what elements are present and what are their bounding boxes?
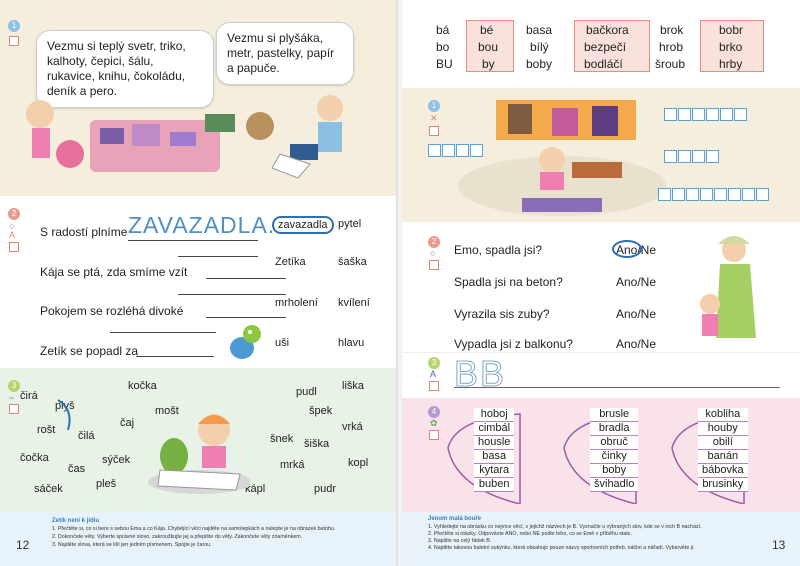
word[interactable]: sáček [34, 483, 63, 495]
word[interactable]: kopl [348, 457, 369, 469]
syllable: bo [436, 40, 450, 54]
checkbox[interactable] [9, 36, 19, 46]
tutu-word: kobliha [698, 408, 748, 422]
left-page [0, 0, 398, 566]
word-choice[interactable]: mrholení [275, 297, 318, 309]
word[interactable]: čirá [20, 390, 38, 402]
word[interactable]: pudl [296, 386, 317, 398]
checkbox[interactable] [9, 242, 19, 252]
zetik-illustration [226, 322, 266, 362]
leaf-icon: ✿ [430, 418, 438, 428]
answer-circle [612, 240, 642, 258]
question: Spadla jsi na beton? [454, 275, 563, 289]
exercise-badge: 3 [8, 380, 20, 392]
exercise-badge: 2 [428, 236, 440, 248]
footer-instruction: 1. Vyhledejte na obrázku co nejvíce věcí, v jejichž názvech je B. Vyznačte u vybraných slov, kde se v nich B nachází. [428, 524, 702, 530]
footer-title: Jenom malá bouře [428, 516, 482, 522]
tutu-word: basa [474, 450, 514, 464]
exercise-3-section [0, 368, 398, 512]
answer-line[interactable] [206, 317, 286, 318]
answer-line[interactable] [110, 332, 216, 333]
word-choice[interactable]: kvílení [338, 297, 370, 309]
circle-icon: ○ [430, 248, 436, 258]
footer-instruction: 2. Přečtěte si otázky. Odpovězte ANO, nebo NE podle toho, co se Emě v příběhu stalo. [428, 531, 632, 537]
left-footer [0, 512, 398, 566]
writing-line[interactable] [454, 387, 780, 388]
letter-cells[interactable] [658, 188, 770, 201]
letter-cells[interactable] [428, 144, 484, 157]
connecting-line [52, 396, 82, 432]
answer-choice[interactable]: Ano/Ne [616, 307, 657, 321]
word[interactable]: kočka [128, 380, 157, 392]
tutu-word: housle [474, 436, 514, 450]
cross-icon: ✕ [430, 113, 438, 123]
answer-choice[interactable]: Ano/Ne [616, 275, 657, 289]
exercise-badge: 3 [428, 357, 440, 369]
tutu-word: kytara [474, 464, 514, 478]
sentence-1: S radostí plníme [40, 225, 128, 239]
tutu-word: banán [698, 450, 748, 464]
answer-line[interactable] [178, 256, 258, 257]
word: bobr [719, 23, 744, 37]
tutu-word: činky [590, 450, 638, 464]
tutu-list-3[interactable] [698, 408, 748, 492]
footer-instruction: 3. Najděte slova, která se liší jen jedním písmenem. Spojte je čarou. [52, 542, 212, 548]
word[interactable]: mošt [155, 405, 179, 417]
word[interactable]: čaj [120, 417, 135, 429]
word: hrob [659, 40, 684, 54]
exercise-1-section [0, 0, 398, 196]
sentence-3: Pokojem se rozléhá divoké [40, 304, 184, 318]
footer-title: Zetík není k jídlu [52, 518, 100, 524]
word: bodláčí [584, 57, 623, 71]
right-page [402, 0, 800, 566]
page-number: 13 [772, 538, 786, 552]
word-choice[interactable]: uši [275, 337, 290, 349]
word[interactable]: špek [309, 405, 333, 417]
exercise-badge: 2 [8, 208, 20, 220]
tutu-word: hoboj [474, 408, 514, 422]
exercise-2-section [402, 222, 800, 352]
word[interactable]: sýček [102, 454, 131, 466]
word-choice[interactable]: hlavu [338, 337, 365, 349]
word[interactable]: kápl [245, 483, 266, 495]
circle-icon: ○ [9, 221, 15, 231]
exercise-badge: 1 [428, 100, 440, 112]
word[interactable]: vrká [342, 421, 363, 433]
tutu-list-1[interactable] [474, 408, 514, 492]
tutu-word: cimbál [474, 422, 514, 436]
word: brok [660, 23, 684, 37]
letter-cells[interactable] [664, 150, 720, 163]
syllable: bá [436, 23, 450, 37]
mother-and-ema-illustration [692, 234, 764, 350]
footer-instruction: 1. Přečtěte si, co si bere s sebou Ema a co Kája. Chybějící věci najděte na samolepkách a nalepte je na obrázek batohu. [52, 526, 336, 532]
word: bílý [530, 40, 549, 54]
packing-illustration [10, 84, 390, 196]
zetik-drawing-illustration [140, 404, 250, 496]
word: boby [526, 57, 553, 71]
exercise-1-section [402, 88, 800, 222]
sentence-2: Kája se ptá, zda smíme vzít [40, 265, 188, 279]
tutu-word: boby [590, 464, 638, 478]
tutu-word: houby [698, 422, 748, 436]
letter-a-icon: A [430, 369, 437, 379]
exercise-badge: 4 [428, 406, 440, 418]
letter-cells[interactable] [664, 108, 748, 121]
answer-line[interactable] [206, 278, 286, 279]
word[interactable]: šiška [304, 438, 330, 450]
page-number: 12 [16, 538, 30, 552]
word: brko [719, 40, 743, 54]
handwritten-answer: ZAVAZADLA. [128, 212, 276, 238]
exercise-badge: 1 [8, 20, 20, 32]
syllable: BU [436, 57, 453, 71]
word[interactable]: plyš [55, 400, 75, 412]
tutu-word: švihadlo [590, 478, 638, 492]
syllable: by [482, 57, 495, 71]
exercise-4-section [402, 398, 800, 512]
answer-line[interactable] [178, 294, 286, 295]
tutu-list-2[interactable] [590, 408, 638, 492]
tutu-word: bábovka [698, 464, 748, 478]
word[interactable]: čas [68, 463, 86, 475]
tutu-word: buben [474, 478, 514, 492]
tracing-letters[interactable]: BB [454, 353, 507, 394]
right-footer [402, 512, 800, 566]
checkbox[interactable] [429, 126, 439, 136]
word[interactable]: čilá [78, 430, 95, 442]
word: šroub [655, 57, 686, 71]
footer-instruction: 3. Napište na celý řádek B. [428, 538, 492, 544]
word-choice[interactable]: Zetíka [275, 256, 306, 268]
word-choice[interactable]: šaška [338, 256, 367, 268]
word[interactable]: mrká [280, 459, 305, 471]
word-choice[interactable]: pytel [338, 218, 362, 230]
tutu-word: obilí [698, 436, 748, 450]
speech-bubble-ema: Vezmu si teplý svetr, triko, kalhoty, čepici, šálu, rukavice, knihu, čokoládu, deník a pero. [36, 30, 214, 108]
answer-choice[interactable]: Ano/Ne [616, 243, 657, 257]
exercise-3-section [402, 352, 800, 398]
word: bačkora [586, 23, 629, 37]
word: bezpečí [584, 40, 627, 54]
word-choice-circled[interactable]: zavazadla [272, 216, 334, 234]
tutu-word: brusinky [698, 478, 748, 492]
letter-a-icon: A [9, 230, 16, 240]
question: Vyrazila sis zuby? [454, 307, 550, 321]
syllable: bé [480, 23, 494, 37]
tutu-word: obruč [590, 436, 638, 450]
speech-bubble-kaja: Vezmu si plyšáka, metr, pastelky, papír a papuče. [216, 22, 354, 85]
tutu-word: brusle [590, 408, 638, 422]
syllable-table [402, 0, 800, 88]
answer-choice[interactable]: Ano/Ne [616, 337, 657, 351]
footer-instruction: 4. Najděte takovou baletní sukýnku, která obsahuje pouze názvy sportovních potřeb, náčiní a nářadí. Vybarvěte ji. [428, 545, 695, 551]
syllable: bou [478, 40, 499, 54]
word[interactable]: pleš [96, 478, 117, 490]
answer-line[interactable] [128, 240, 258, 241]
room-illustration [452, 90, 672, 220]
word: hrby [719, 57, 743, 71]
wave-icon: ~ [9, 393, 15, 403]
checkbox[interactable] [9, 404, 19, 414]
checkbox[interactable] [429, 260, 439, 270]
word[interactable]: čočka [20, 452, 49, 464]
checkbox[interactable] [429, 381, 439, 391]
word: basa [526, 23, 553, 37]
footer-instruction: 2. Dokončete věty. Vyberte správné slovo, zakroužkujte jej a přepište do věty. Zakončete věty znaménkem. [52, 534, 303, 540]
word[interactable]: pudr [314, 483, 337, 495]
word[interactable]: šnek [270, 433, 294, 445]
word[interactable]: rošt [37, 424, 56, 436]
question: Vypadla jsi z balkonu? [454, 337, 573, 351]
question: Emo, spadla jsi? [454, 243, 543, 257]
exercise-2-section [0, 196, 398, 368]
word[interactable]: liška [342, 380, 365, 392]
tutu-word: bradla [590, 422, 638, 436]
sentence-4: Zetík se popadl za [40, 344, 139, 358]
answer-line[interactable] [136, 356, 214, 357]
